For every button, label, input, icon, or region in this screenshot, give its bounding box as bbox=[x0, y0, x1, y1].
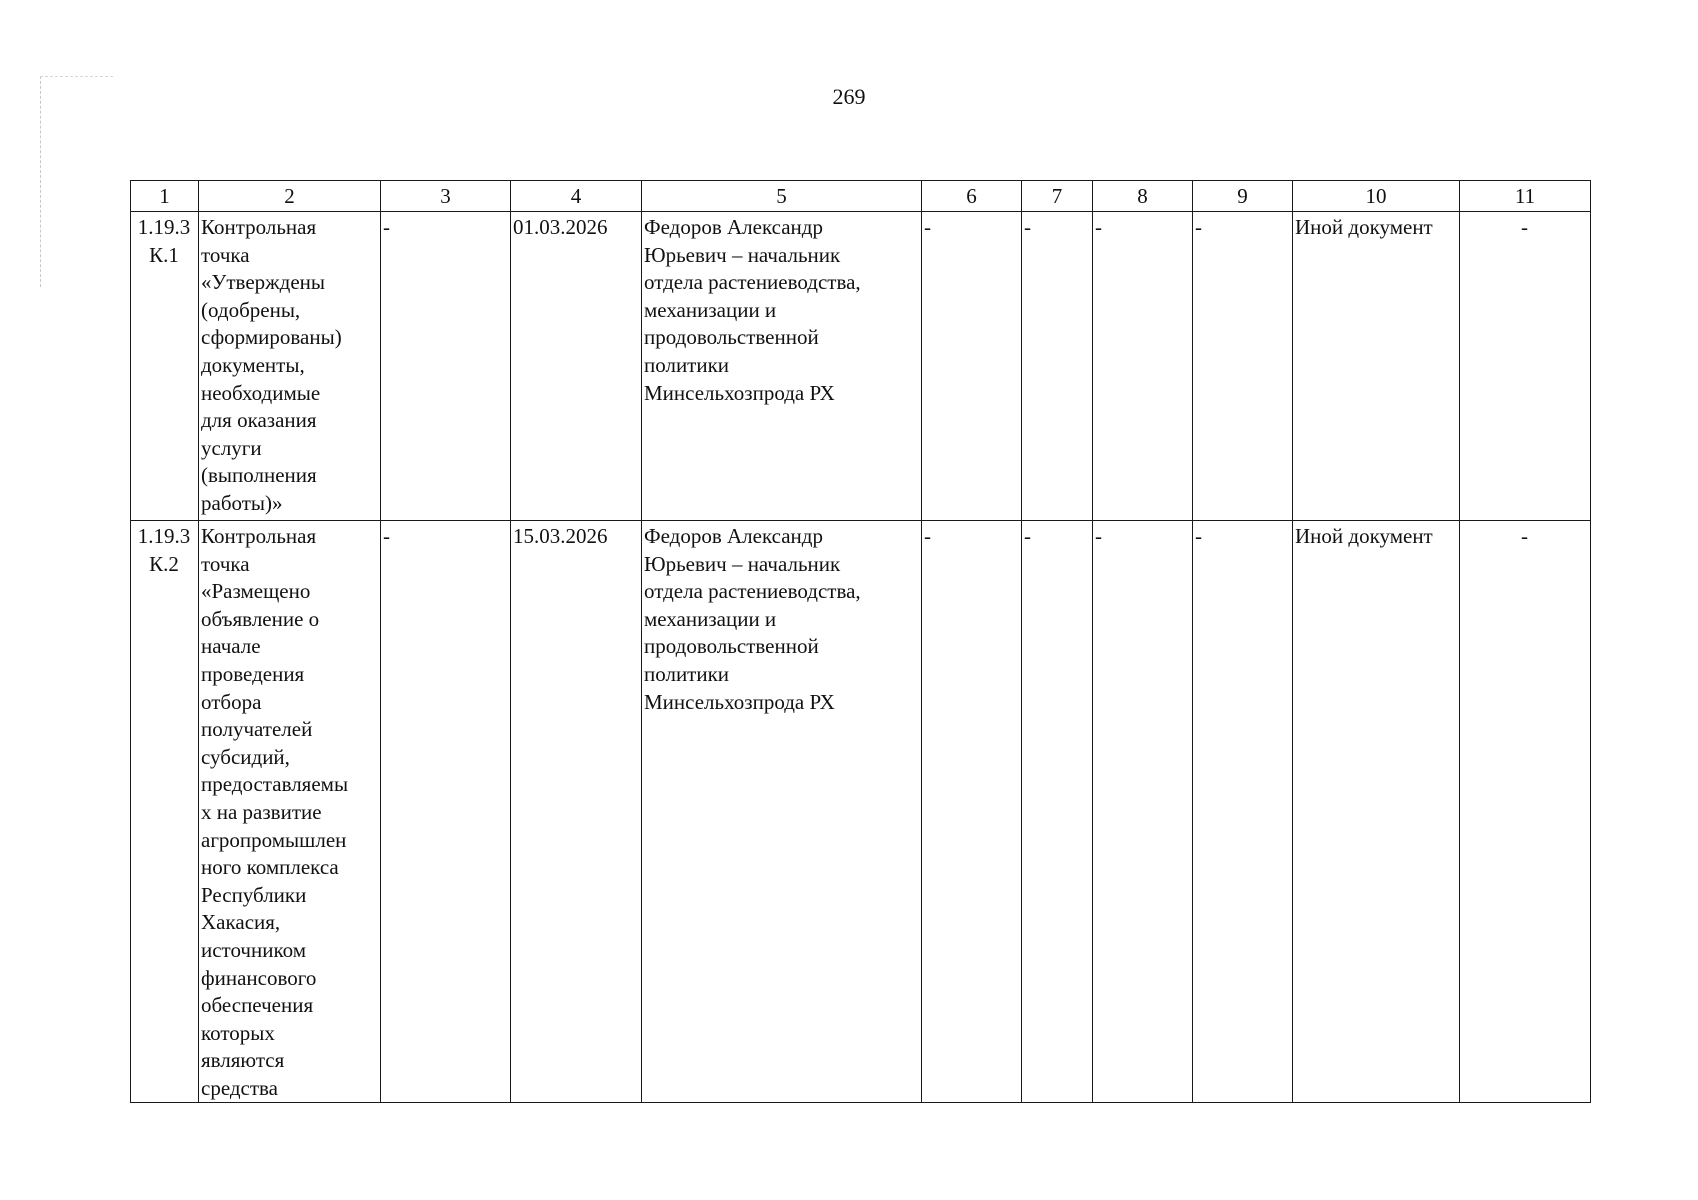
table-cell: - bbox=[1093, 212, 1193, 521]
table-cell: - bbox=[1193, 521, 1293, 1103]
control-point-description: Контрольная точка «Размещено объявление о начале проведения отбора получателей субсидий, предоставляемы х на развитие агропромышлен ного комплекса Республики Хакасия, источником финансового обеспечения которых являются средства bbox=[199, 521, 381, 1103]
table-header-row bbox=[131, 181, 1591, 212]
table-row bbox=[131, 521, 1591, 1103]
document-type-cell: Иной документ bbox=[1293, 212, 1460, 521]
table-cell: - bbox=[381, 212, 511, 521]
table-row bbox=[131, 212, 1591, 521]
table-cell: - bbox=[922, 521, 1022, 1103]
column-number: 1 bbox=[131, 181, 199, 212]
responsible-person-cell: Федоров Александр Юрьевич – начальник отдела растениеводства, механизации и продовольственной политики Минсельхозпрода РХ bbox=[642, 212, 922, 521]
page-number: 269 bbox=[832, 84, 866, 109]
control-points-table bbox=[130, 180, 1591, 1103]
row-number-cell: 1.19.3 К.2 bbox=[131, 521, 199, 1103]
column-number: 9 bbox=[1193, 181, 1293, 212]
table-cell: - bbox=[1460, 212, 1591, 521]
table-cell: - bbox=[1022, 521, 1093, 1103]
column-number: 4 bbox=[511, 181, 642, 212]
responsible-person-cell: Федоров Александр Юрьевич – начальник отдела растениеводства, механизации и продовольственной политики Минсельхозпрода РХ bbox=[642, 521, 922, 1103]
column-number: 3 bbox=[381, 181, 511, 212]
table-cell: - bbox=[1093, 521, 1193, 1103]
date-cell: 01.03.2026 bbox=[511, 212, 642, 521]
document-type-cell: Иной документ bbox=[1293, 521, 1460, 1103]
table-cell: - bbox=[1022, 212, 1093, 521]
table-cell: - bbox=[922, 212, 1022, 521]
column-number: 8 bbox=[1093, 181, 1193, 212]
column-number: 6 bbox=[922, 181, 1022, 212]
row-number-cell: 1.19.3 К.1 bbox=[131, 212, 199, 521]
date-cell: 15.03.2026 bbox=[511, 521, 642, 1103]
control-point-description: Контрольная точка «Утверждены (одобрены, сформированы) документы, необходимые для оказания услуги (выполнения работы)» bbox=[199, 212, 381, 521]
column-number: 7 bbox=[1022, 181, 1093, 212]
table-cell: - bbox=[1460, 521, 1591, 1103]
column-number: 10 bbox=[1293, 181, 1460, 212]
table-cell: - bbox=[1193, 212, 1293, 521]
table-cell: - bbox=[381, 521, 511, 1103]
column-number: 2 bbox=[199, 181, 381, 212]
column-number: 11 bbox=[1460, 181, 1591, 212]
column-number: 5 bbox=[642, 181, 922, 212]
